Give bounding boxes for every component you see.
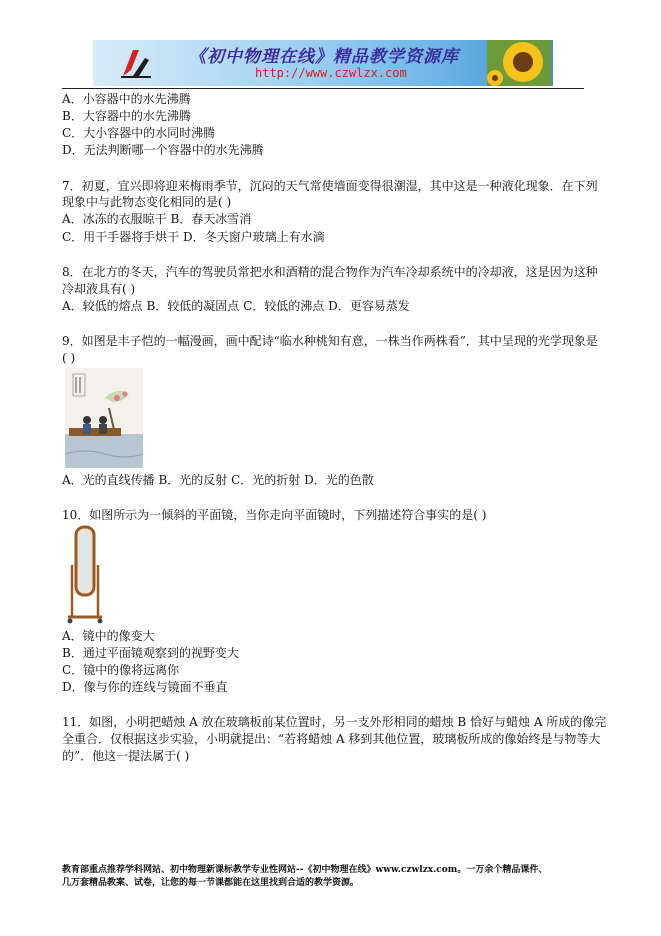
q11-stem-line-1: 11．如图，小明把蜡烛 A 放在玻璃板前某位置时，另一支外形相同的蜡烛 B 恰好与蜡烛 A 所成的像完	[62, 715, 607, 729]
q10-stem: 10．如图所示为一倾斜的平面镜，当你走向平面镜时，下列描述符合事实的是( )	[62, 508, 487, 522]
q11-stem-line-3: 的”．他这一提法属于( )	[62, 749, 190, 763]
q10-option-c: C．镜中的像将远离你	[62, 663, 180, 677]
q7-stem-line-2: 现象中与此物态变化相同的是( )	[62, 195, 232, 209]
site-url[interactable]: http://www.czwlzx.com	[255, 66, 407, 80]
standing-mirror-illustration	[66, 525, 104, 625]
site-title: 《初中物理在线》精品教学资源库	[189, 47, 459, 67]
q8-stem-line-2: 冷却液具有( )	[62, 282, 136, 296]
q6-option-a: A．小容器中的水先沸腾	[62, 92, 191, 106]
footer-line-1: 教育部重点推荐学科网站、初中物理新课标教学专业性网站--《初中物理在线》www.czwlzx.com。一万余个精品课件、	[62, 865, 548, 875]
q10-option-a: A．镜中的像变大	[62, 629, 155, 643]
q6-option-c: C．大小容器中的水同时沸腾	[62, 126, 216, 140]
q9-stem-line-1: 9．如图是丰子恺的一幅漫画，画中配诗“临水种桃知有意，一株当作两株看”．其中呈现的光学现象是	[62, 334, 598, 348]
header-rule	[62, 88, 584, 89]
site-logo-icon	[119, 46, 153, 80]
footer-line-2: 几万套精品教案、试卷，让您的每一节课都能在这里找到合适的教学资源。	[62, 878, 360, 888]
q10-option-d: D．像与你的连线与镜面不垂直	[62, 680, 228, 694]
q6-option-b: B．大容器中的水先沸腾	[62, 109, 191, 123]
header-banner	[93, 40, 553, 86]
q11-stem-line-2: 全重合．仅根据这步实验，小明就提出：“若将蜡烛 A 移到其他位置，玻璃板所成的像始终是与物等大	[62, 732, 601, 746]
q10-option-b: B．通过平面镜观察到的视野变大	[62, 646, 239, 660]
q7-options-line-1: A．冰冻的衣服晾干 B．春天冰雪消	[62, 212, 252, 226]
q7-stem-line-1: 7．初夏，宜兴即将迎来梅雨季节，沉闷的天气常使墙面变得很潮湿，其中这是一种液化现象．在下列	[62, 179, 598, 193]
sunflower-icon	[487, 40, 551, 86]
q7-options-line-2: C．用干手器将手烘干 D．冬天窗户玻璃上有水滴	[62, 230, 325, 244]
q9-stem-line-2: ( )	[62, 351, 76, 365]
q9-options: A．光的直线传播 B．光的反射 C．光的折射 D．光的色散	[62, 473, 374, 487]
cartoon-illustration	[65, 368, 143, 468]
q6-option-d: D．无法判断哪一个容器中的水先沸腾	[62, 143, 264, 157]
q8-stem-line-1: 8．在北方的冬天，汽车的驾驶员常把水和酒精的混合物作为汽车冷却系统中的冷却液，这是因为这种	[62, 265, 598, 279]
q8-options: A．较低的熔点 B．较低的凝固点 C．较低的沸点 D．更容易蒸发	[62, 299, 410, 313]
